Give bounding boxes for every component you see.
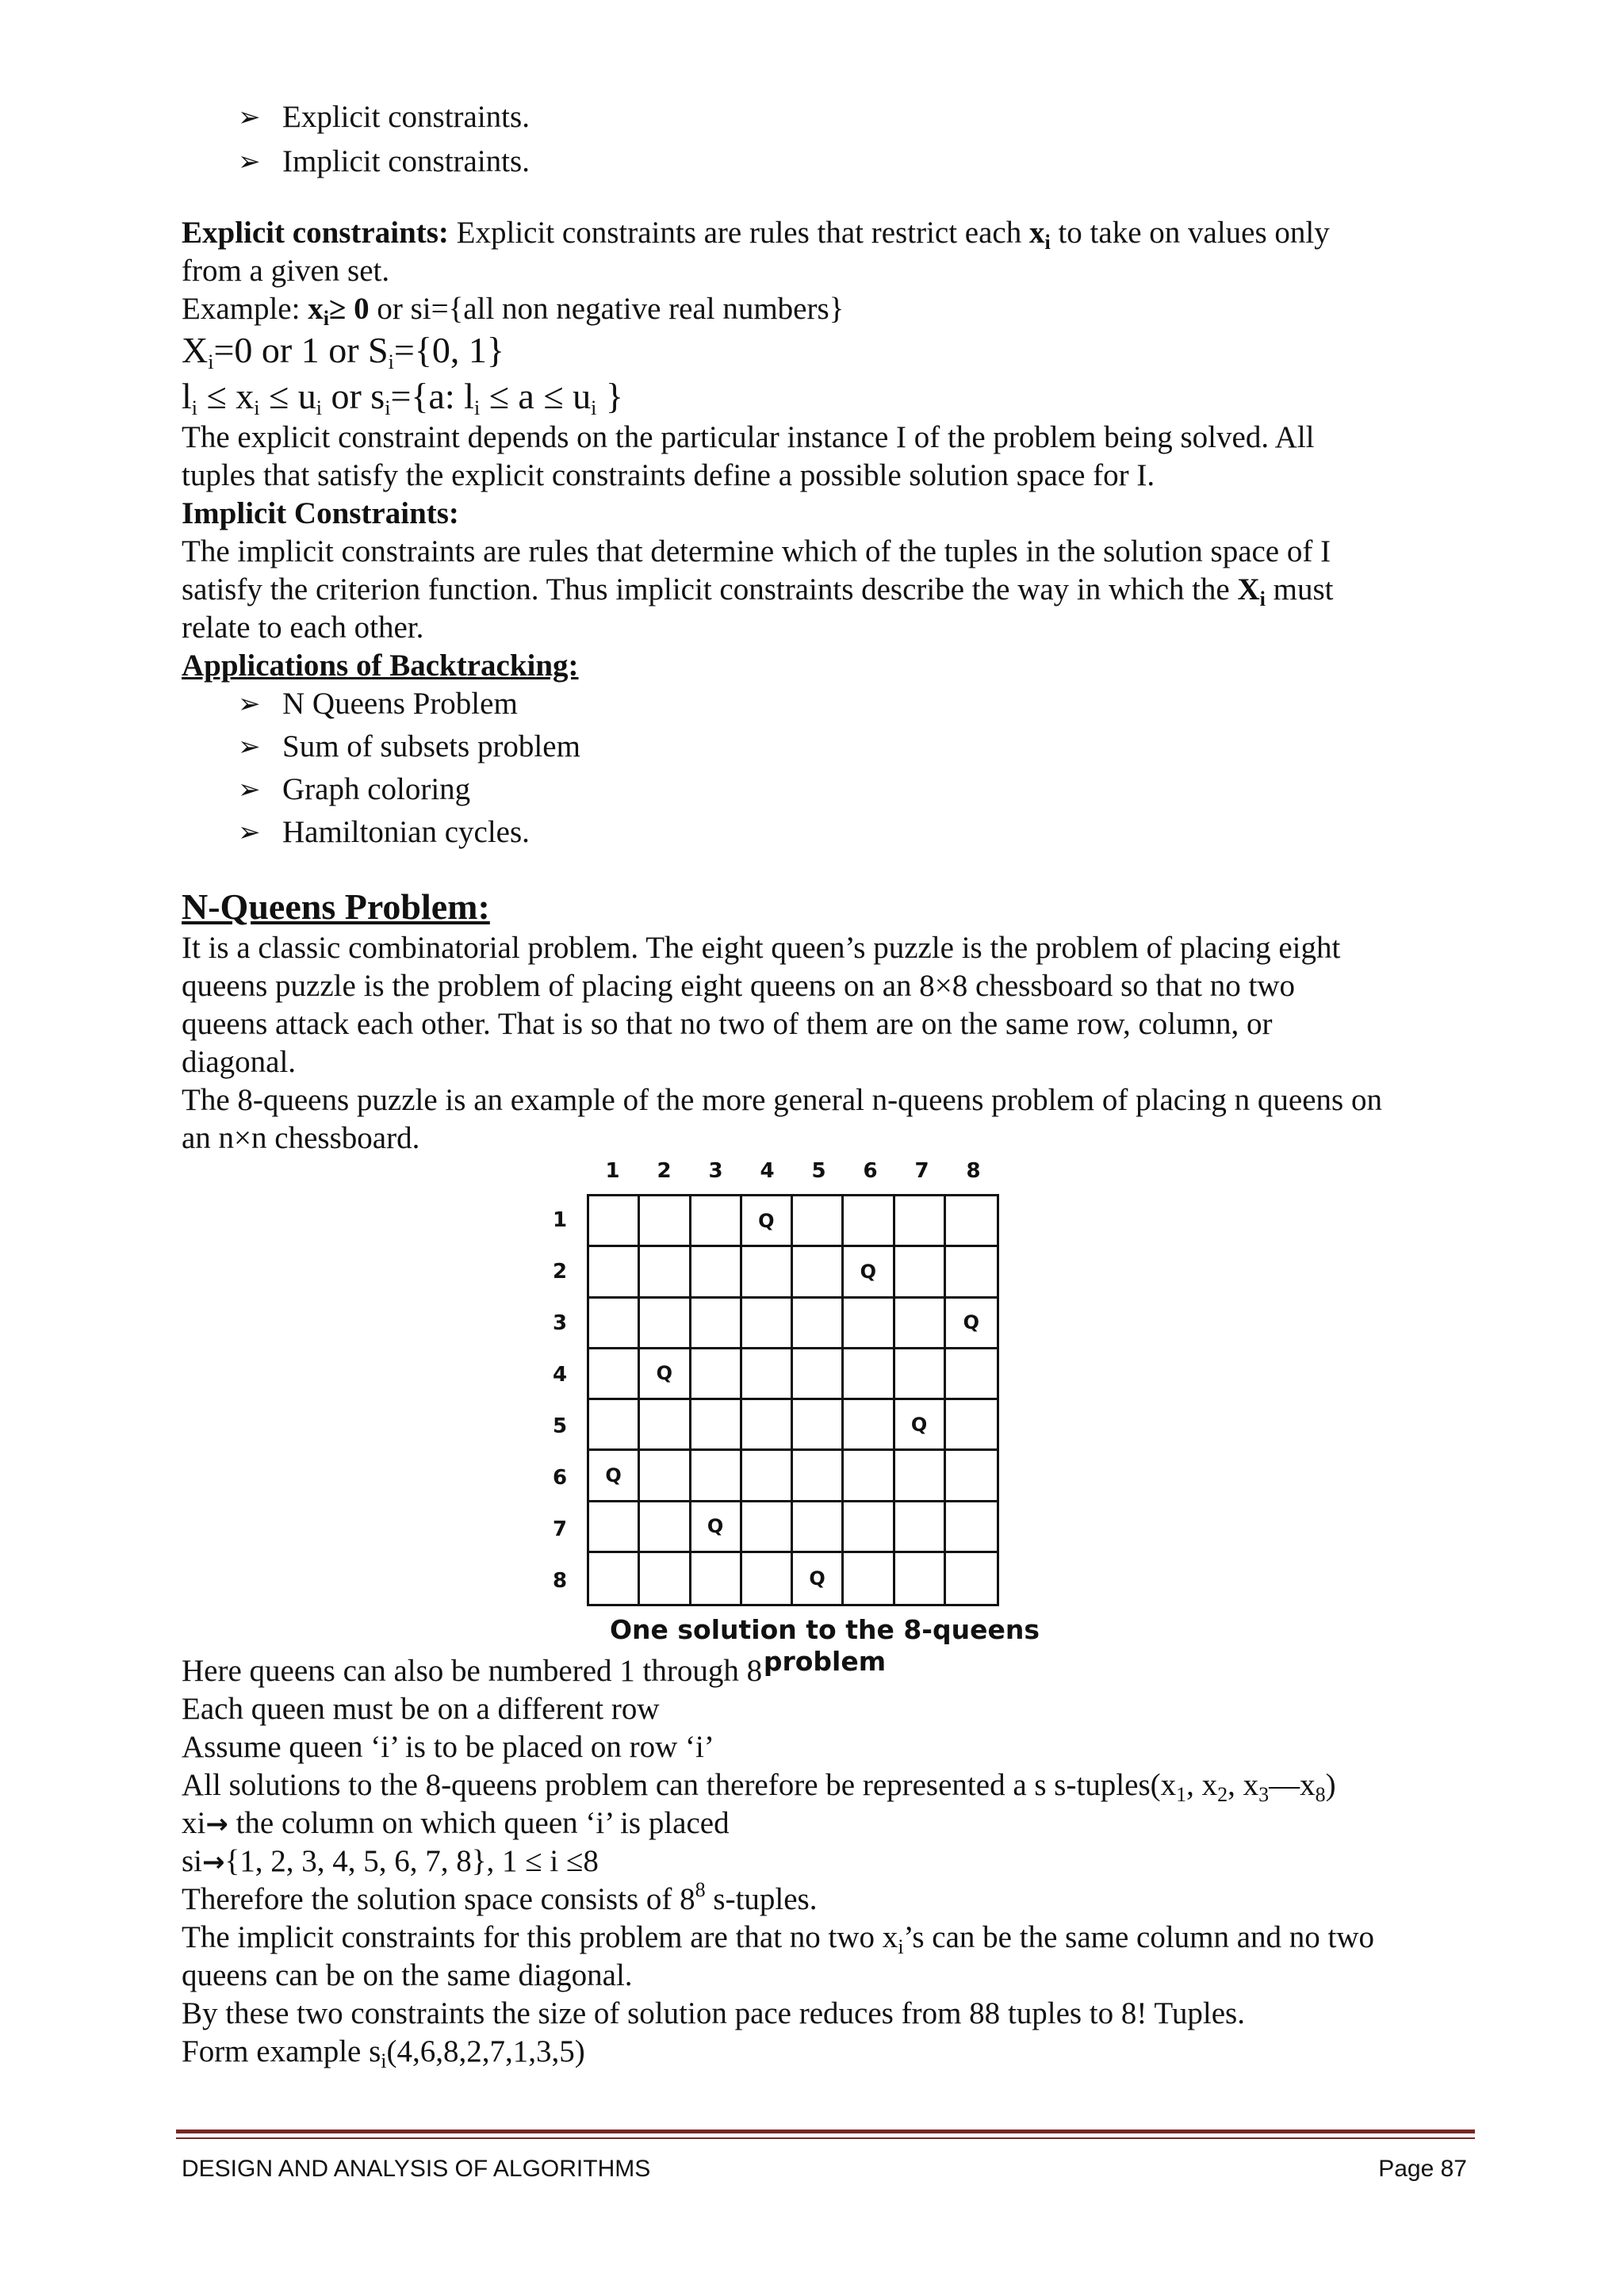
footer-rule (176, 2130, 1475, 2133)
board-row-label: 5 (552, 1414, 568, 1438)
board-cell (742, 1400, 793, 1451)
implicit-heading: Implicit Constraints: (182, 496, 459, 530)
board-cell (640, 1502, 691, 1553)
queen-cell: Q (742, 1196, 793, 1247)
solution-text: All solutions to the 8-queens problem can therefore be represented a s $s-tuples(x_1$, $x_2$, $x_3—x_8$) (182, 1768, 1336, 1806)
board-cell (589, 1400, 640, 1451)
board-cell (589, 1502, 640, 1553)
board-column-label: 3 (708, 1159, 723, 1183)
nqueens-para: The 8-queens puzzle is an example of the more general n-queens problem of placing n queens on (182, 1083, 1382, 1117)
board-cell (793, 1502, 844, 1553)
board-column-label: 8 (966, 1159, 981, 1183)
explicit-paragraph-cont: from a given set. (182, 254, 390, 288)
solution-text: Assume queen ‘i’ is to be placed on row ‘i’ (182, 1730, 714, 1764)
board-cell (844, 1349, 894, 1400)
board-cell (589, 1196, 640, 1247)
board-cell (742, 1247, 793, 1298)
board-row-label: 3 (552, 1311, 568, 1335)
figure-caption: One solution to the 8-queens problem (609, 1614, 1040, 1677)
board-cell (895, 1299, 946, 1349)
nqueens-heading: N-Queens Problem: (182, 886, 490, 927)
solution-text: By these two constraints the size of solution pace reduces from 88 tuples to 8! Tuples. (182, 1996, 1245, 2030)
board-cell (742, 1451, 793, 1502)
board-cell (589, 1553, 640, 1604)
board-row-label: 6 (552, 1465, 568, 1490)
board-cell (589, 1299, 640, 1349)
footer-rule-thin (176, 2137, 1475, 2139)
board-cell (895, 1451, 946, 1502)
board-cell (895, 1349, 946, 1400)
solution-text: Each queen must be on a different row (182, 1692, 660, 1726)
nqueens-para: queens puzzle is the problem of placing eight queens on an 8×8 chessboard so that no two (182, 969, 1295, 1003)
board-cell (742, 1502, 793, 1553)
formula-bounds: $l_i \le x_i \le u_i$ or $s_i=\{a$: $l_i \le a \le u_i$ } (182, 376, 623, 419)
board-cell (946, 1247, 997, 1298)
board-cell (742, 1349, 793, 1400)
board-cell (691, 1196, 742, 1247)
board-cell (895, 1553, 946, 1604)
bullet-arrow-icon: ➢ (238, 774, 261, 806)
board-cell (844, 1451, 894, 1502)
board-cell (793, 1247, 844, 1298)
board-cell (640, 1196, 691, 1247)
board-cell (691, 1299, 742, 1349)
solution-text: xi→ the column on which queen ‘i’ is placed (182, 1806, 730, 1840)
board-cell (640, 1299, 691, 1349)
board-column-label: 1 (605, 1159, 620, 1183)
board-cell (589, 1247, 640, 1298)
board-cell (742, 1553, 793, 1604)
board-row-label: 2 (552, 1259, 568, 1284)
board-cell (640, 1400, 691, 1451)
board-cell (946, 1196, 997, 1247)
nqueens-para: an n×n chessboard. (182, 1121, 420, 1155)
queen-cell: Q (844, 1247, 894, 1298)
document-page: ➢ Explicit constraints. ➢ Implicit constraints. Explicit constraints: Explicit constraints are rules that restrict each $x_i$ to take on values only from a given set. Example: $x_i\ge 0$ or si={all non negative real numbers} $X_i=0$ or 1 or $S_i=\{0$, 1} $l_i \le x_i \le u_i$ or $s_i=\{a$: $l_i \le a \le u_i$ } The explicit constraint depends on the particular instance I of the problem being solved. All tuples that satisfy the explicit constraints define a possible solution space for I. Implicit Constraints: The implicit constraints are rules that determine which of the tuples in the solution space of I satisfy the criterion function. Thus implicit constraints describe the way in which the $X_i$ must relate to each other. Applications of Backtracking: ➢ N Queens Problem ➢ Sum of subsets problem ➢ Graph coloring ➢ Hamiltonian cycles. N-Queens Problem: It is a classic combinatorial problem. The eight queen’s puzzle is the problem of placing eight queens puzzle is the problem of placing eight queens on an 8×8 chessboard so that no two queens attack each other. That is so that no two of them are on the same row, column, or diagonal. The 8-queens puzzle is an example of the more general n-queens problem of placing n queens on an n×n chessboard. 1 2 3 4 5 6 7 8 1 2 3 4 5 6 7 8 Q Q Q Q Q Q Q Q One solution to the 8-queens problem Here queens can also be numbered 1 through 8 Each queen must be on a different row Assume queen ‘i’ is to be placed on row ‘i’ All solutions to the 8-queens problem can therefore be represented a s $s-tuples(x_1$, $x_2$, $x_3—x_8$) xi→ the column on which queen ‘i’ is placed si→{1, 2, 3, 4, 5, 6, 7, 8}, 1 ≤ i ≤8 Therefore the solution space consists of $8^8$ s-tuples. The implicit constraints for this problem are that no two $x_i’s$ can be the same column and no two queens can be on the same diagonal. By these two constraints the size of solution pace reduces from 88 tuples to 8! Tuples. Form example $s_i(4,6,8,2,7,1,3,5)$ DESIGN AND ANALYSIS OF ALGORITHMS Page 87 (0, 0, 1624, 2296)
board-row-label: 4 (552, 1362, 568, 1387)
queen-cell: Q (946, 1299, 997, 1349)
page-number: Page 87 (1378, 2156, 1467, 2182)
solution-text: Form example $s_i(4,6,8,2,7,1,3,5)$ (182, 2034, 585, 2072)
queen-cell: Q (589, 1451, 640, 1502)
nqueens-para: diagonal. (182, 1045, 297, 1079)
nqueens-para: It is a classic combinatorial problem. The eight queen’s puzzle is the problem of placing eight (182, 931, 1341, 965)
bullet-arrow-icon: ➢ (238, 101, 261, 133)
solution-text: Therefore the solution space consists of $8^8$ s-tuples. (182, 1878, 818, 1916)
explicit-para-1: The explicit constraint depends on the particular instance I of the problem being solved. All (182, 420, 1315, 454)
board-cell (691, 1553, 742, 1604)
right-arrow-icon: → (202, 1846, 225, 1878)
board-cell (589, 1349, 640, 1400)
board-cell (793, 1451, 844, 1502)
implicit-para-3: relate to each other. (182, 610, 424, 645)
board-cell (640, 1247, 691, 1298)
board-cell (640, 1553, 691, 1604)
board-cell (946, 1400, 997, 1451)
board-row-label: 7 (552, 1517, 568, 1541)
bullet-arrow-icon: ➢ (238, 688, 261, 720)
board-cell (793, 1299, 844, 1349)
board-cell (844, 1400, 894, 1451)
bullet-arrow-icon: ➢ (238, 817, 261, 848)
solution-text: The implicit constraints for this problem are that no two $x_i’s$ can be the same column and no two (182, 1920, 1375, 1958)
board-column-label: 7 (914, 1159, 929, 1183)
board-cell (793, 1196, 844, 1247)
queen-cell: Q (895, 1400, 946, 1451)
board-cell (895, 1502, 946, 1553)
board-cell (691, 1451, 742, 1502)
board-cell (946, 1502, 997, 1553)
board-cell (742, 1299, 793, 1349)
board-column-label: 4 (760, 1159, 775, 1183)
board-cell (691, 1349, 742, 1400)
board-column-label: 2 (657, 1159, 672, 1183)
board-row-label: 1 (552, 1207, 568, 1232)
solution-text: si→{1, 2, 3, 4, 5, 6, 7, 8}, 1 ≤ i ≤8 (182, 1844, 599, 1878)
board-column-label: 5 (811, 1159, 826, 1183)
bullet-arrow-icon: ➢ (238, 146, 261, 178)
board-row-label: 8 (552, 1568, 568, 1593)
board-cell (793, 1400, 844, 1451)
board-cell (844, 1196, 894, 1247)
explicit-paragraph: Explicit constraints: Explicit constraints are rules that restrict each $x_i$ to take on values only (182, 216, 1330, 254)
board-cell (640, 1451, 691, 1502)
explicit-example: Example: $x_i\ge 0$ or si={all non negative real numbers} (182, 292, 845, 330)
board-cell (844, 1299, 894, 1349)
footer-title: DESIGN AND ANALYSIS OF ALGORITHMS (182, 2156, 651, 2182)
board-cell (691, 1247, 742, 1298)
applications-heading: Applications of Backtracking: (182, 649, 579, 683)
board-cell (844, 1502, 894, 1553)
board-cell (946, 1451, 997, 1502)
implicit-para-2: satisfy the criterion function. Thus implicit constraints describe the way in which the $X_i$ must (182, 572, 1334, 610)
board-cell (946, 1553, 997, 1604)
bullet-arrow-icon: ➢ (238, 731, 261, 763)
board-cell (895, 1247, 946, 1298)
solution-text: queens can be on the same diagonal. (182, 1958, 633, 1992)
explicit-para-2: tuples that satisfy the explicit constraints define a possible solution space for I. (182, 458, 1155, 492)
nqueens-para: queens attack each other. That is so that no two of them are on the same row, column, or (182, 1007, 1273, 1041)
queen-cell: Q (793, 1553, 844, 1604)
board-column-label: 6 (863, 1159, 878, 1183)
right-arrow-icon: → (205, 1808, 228, 1840)
board-cell (793, 1349, 844, 1400)
chessboard (587, 1194, 999, 1606)
implicit-para-1: The implicit constraints are rules that determine which of the tuples in the solution space of I (182, 534, 1331, 568)
queen-cell: Q (640, 1349, 691, 1400)
board-cell (691, 1400, 742, 1451)
formula-binary: $X_i=0$ or 1 or $S_i=\{0$, 1} (182, 330, 504, 373)
board-cell (895, 1196, 946, 1247)
queen-cell: Q (691, 1502, 742, 1553)
solution-text: Here queens can also be numbered 1 through 8 (182, 1654, 763, 1688)
board-cell (946, 1349, 997, 1400)
board-cell (844, 1553, 894, 1604)
